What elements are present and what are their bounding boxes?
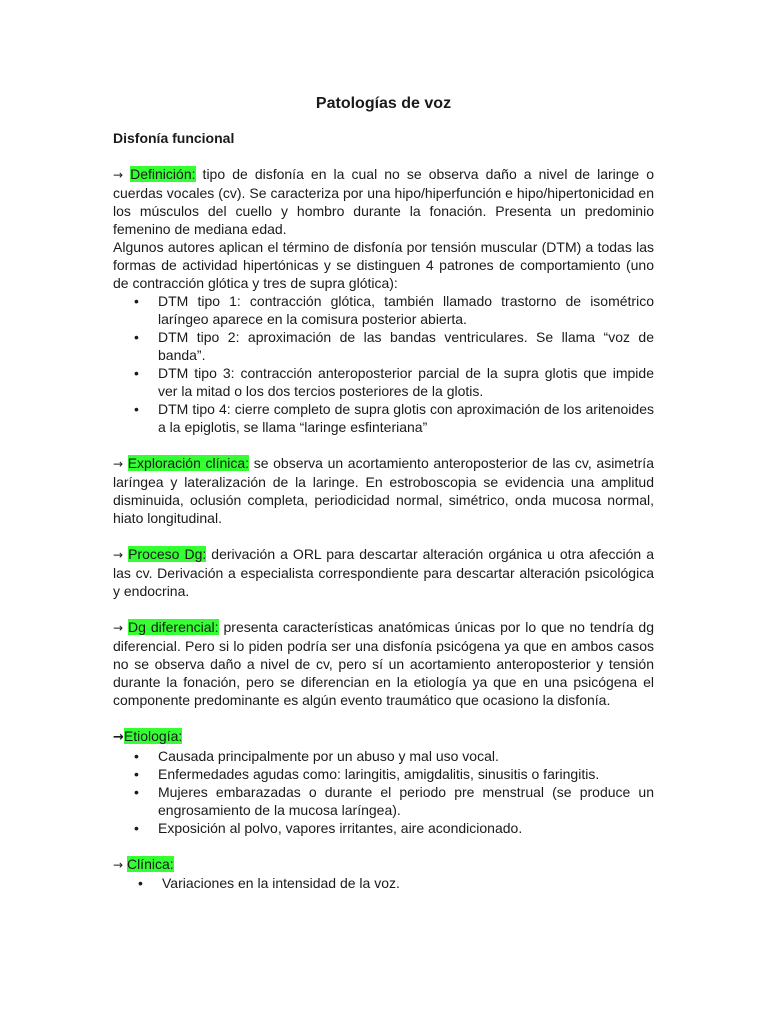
list-item: • Enfermedades agudas como: laringitis, amigdalitis, sinusitis o faringitis. (113, 765, 654, 783)
arrow-icon: → (113, 548, 124, 562)
exploracion-label: Exploración clínica: (127, 455, 250, 471)
proceso-paragraph (113, 545, 654, 600)
arrow-icon: → (113, 858, 124, 872)
section-title: Disfonía funcional (113, 130, 235, 146)
list-item: • Causada principalmente por un abuso y mal uso vocal. (113, 747, 654, 765)
definicion-text: tipo de disfonía en la cual no se observa daño a nivel de laringe o cuerdas vocales (cv). Se caracteriza por una hipo/hiperfunción e hipo/hipertonicidad en los músculos del cuello y hombro durante la fonación. Presenta un predominio femenino de mediana edad. (113, 166, 654, 237)
list-item: • DTM tipo 1: contracción glótica, también llamado trastorno de isométrico laríngeo aparece en la comisura posterior abierta. (113, 292, 654, 328)
spacer (113, 600, 654, 618)
spacer (113, 147, 654, 165)
exploracion-paragraph (113, 454, 654, 527)
exploracion-text: se observa un acortamiento anteroposterior de las cv, asimetría laríngea y lateralización de la laringe. En estroboscopia se evidencia una amplitud disminuida, oclusión completa, periodicidad normal, simétrico, onda mucosa normal, hiato longitudinal. (113, 455, 654, 526)
arrow-icon: → (113, 457, 124, 471)
diferencial-paragraph (113, 618, 654, 709)
proceso-label: Proceso Dg: (128, 546, 207, 562)
diferencial-text: presenta características anatómicas únicas por lo que no tendría dg diferencial. Pero si lo piden podría ser una disfonía psicógena ya que en ambos casos no se observa daño a nivel de cv, pero sí un acortamiento anteroposterior y tensión durante la fonación, pero se diferencian en la etiología ya que en una psicógena el componente predominante es algún evento traumático que ocasiono la disfonía. (113, 619, 654, 708)
spacer (113, 436, 654, 454)
etiologia-heading (113, 727, 654, 747)
spacer (113, 527, 654, 545)
list-item: • Exposición al polvo, vapores irritantes, aire acondicionado. (113, 819, 654, 837)
dtm-list (113, 292, 654, 436)
list-item: • DTM tipo 4: cierre completo de supra glotis con aproximación de los aritenoides a la epiglotis, se llama “laringe esfinteriana” (113, 400, 654, 436)
diferencial-label: Dg diferencial: (128, 619, 219, 635)
dtm-intro-paragraph: Algunos autores aplican el término de disfonía por tensión muscular (DTM) a todas las formas de actividad hipertónicas y se distinguen 4 patrones de comportamiento (uno de contracción glótica y tres de supra glótica): (113, 239, 654, 291)
clinica-list (113, 874, 654, 892)
list-item: • DTM tipo 2: aproximación de las bandas ventriculares. Se llama “voz de banda”. (113, 328, 654, 364)
etiologia-list (113, 747, 654, 837)
arrow-icon: → (113, 730, 124, 745)
list-item: • Mujeres embarazadas o durante el periodo pre menstrual (se produce un engrosamiento de la mucosa laríngea). (113, 783, 654, 819)
clinica-heading (113, 855, 654, 874)
etiologia-label: Etiología: (123, 728, 183, 744)
arrow-icon: → (113, 621, 124, 635)
proceso-text: derivación a ORL para descartar alteración orgánica u otra afección a las cv. Derivación a especialista correspondiente para descartar alteración psicológica y endocrina. (113, 546, 654, 599)
list-item: • DTM tipo 3: contracción anteroposterior parcial de la supra glotis que impide ver la mitad o los dos tercios posteriores de la glotis. (113, 364, 654, 400)
arrow-icon: → (113, 168, 124, 182)
list-item: • Variaciones en la intensidad de la voz. (113, 874, 654, 892)
spacer (113, 837, 654, 855)
definicion-paragraph (113, 165, 654, 238)
spacer (113, 709, 654, 727)
clinica-label: Clínica: (126, 856, 174, 872)
definicion-label: Definición: (130, 166, 196, 182)
page-title: Patologías de voz (315, 95, 452, 112)
